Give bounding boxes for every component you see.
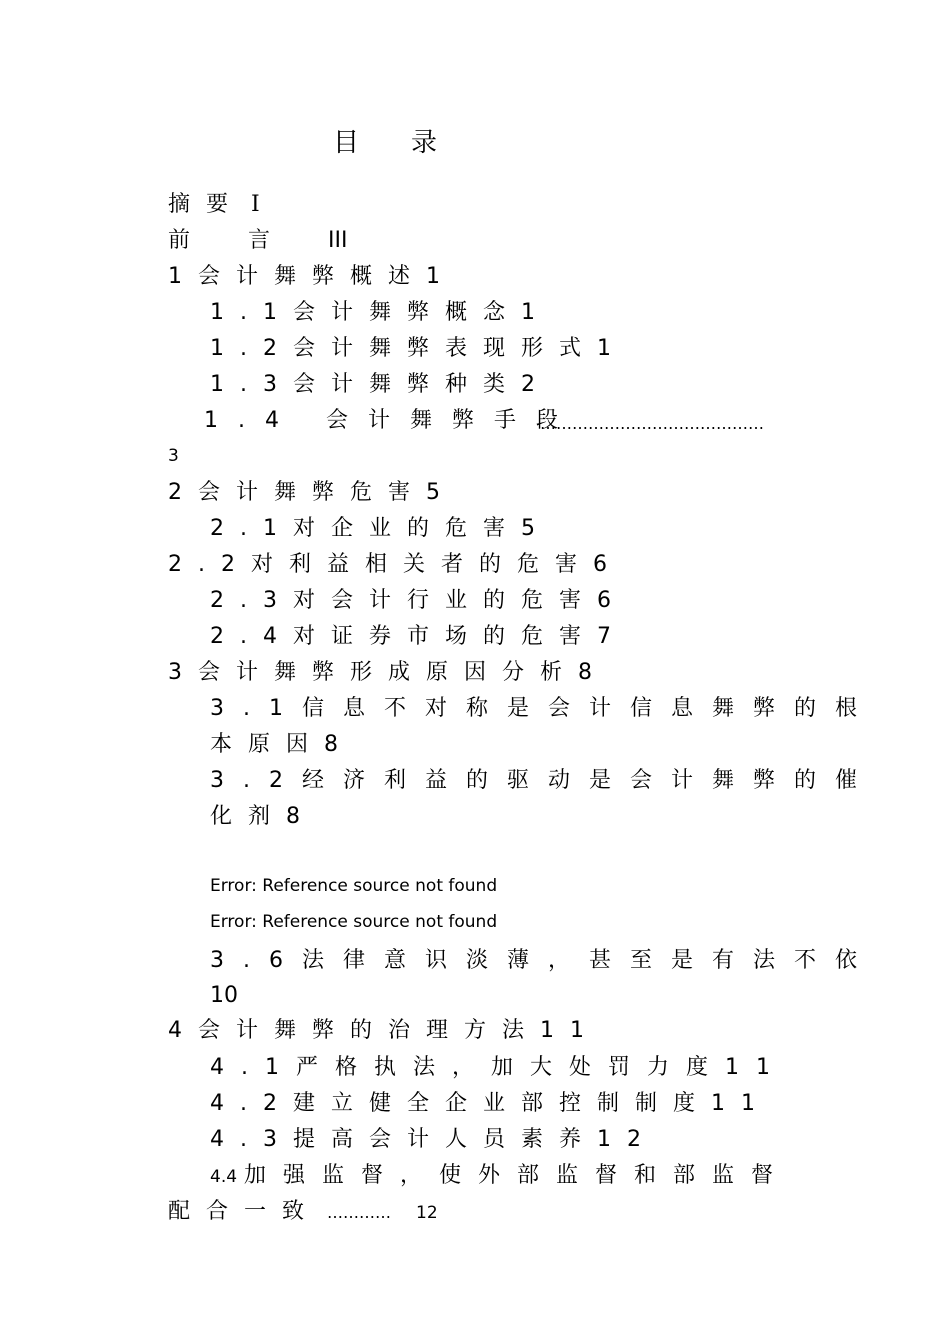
toc-entry-label: 3.1信息不对称是会计信息舞弊的根 xyxy=(210,696,876,721)
toc-page-number: 3 xyxy=(168,446,179,466)
toc-entry-label: 摘要 xyxy=(168,192,245,217)
toc-entry-3-2-cont[interactable] xyxy=(210,806,316,828)
toc-entry-label: 2.3对会计行业的危害 xyxy=(210,588,597,613)
toc-entry-1-3[interactable] xyxy=(210,374,551,396)
toc-entry-label: 2会计舞弊危害 xyxy=(168,480,426,505)
toc-entry-1-4[interactable] xyxy=(204,410,578,432)
toc-page-number: 8 xyxy=(578,660,608,685)
toc-page-number: 6 xyxy=(597,588,627,613)
toc-leader-dots: ………… xyxy=(327,1203,392,1222)
toc-entry-3-2[interactable] xyxy=(210,770,876,792)
toc-entry-ch4[interactable] xyxy=(168,1020,600,1042)
toc-entry-label: 2.1对企业的危害 xyxy=(210,516,521,541)
toc-page-number: 1 xyxy=(521,300,551,325)
toc-entry-1-2[interactable] xyxy=(210,338,627,360)
toc-page-number: 10 xyxy=(210,983,238,1008)
toc-entry-label: 4.1严格执法，加大处罚力度 xyxy=(210,1055,725,1080)
toc-entry-label: 4.3提高会计人员素养 xyxy=(210,1127,597,1152)
toc-entry-2-3[interactable] xyxy=(210,590,627,612)
toc-entry-label: 1.4 会计舞弊手段 xyxy=(204,408,578,433)
toc-entry-3-6[interactable] xyxy=(210,950,876,972)
toc-page-number: 7 xyxy=(597,624,627,649)
toc-entry-preface[interactable] xyxy=(168,230,347,252)
toc-entry-label: 3.6法律意识淡薄，甚至是有法不依 xyxy=(210,948,876,973)
toc-entry-label: 前言 xyxy=(168,228,329,253)
toc-entry-4-4[interactable] xyxy=(210,1165,790,1187)
toc-entry-label: 1.3会计舞弊种类 xyxy=(210,372,521,397)
toc-page-number: 1 xyxy=(597,336,627,361)
toc-entry-2-2[interactable] xyxy=(168,554,623,576)
toc-entry-label: 4会计舞弊的治理方法 xyxy=(168,1018,540,1043)
toc-entry-4-2[interactable] xyxy=(210,1093,771,1115)
toc-entry-ch3[interactable] xyxy=(168,662,608,684)
toc-entry-label: 加强监督，使外部监督和部监督 xyxy=(244,1163,791,1188)
toc-entry-label: 3.2经济利益的驱动是会计舞弊的催 xyxy=(210,768,876,793)
toc-entry-3-1-cont[interactable] xyxy=(210,734,354,756)
toc-entry-2-1[interactable] xyxy=(210,518,551,540)
toc-page-number: I xyxy=(251,192,260,217)
toc-entry-number: 4.4 xyxy=(210,1167,238,1187)
toc-entry-label: 2.4对证券市场的危害 xyxy=(210,624,597,649)
toc-entry-label: 1会计舞弊概述 xyxy=(168,264,426,289)
toc-title: 目录 xyxy=(333,128,490,158)
toc-entry-label: 化剂 xyxy=(210,804,287,829)
toc-page-number: 12 xyxy=(597,1127,657,1152)
toc-entry-2-4[interactable] xyxy=(210,626,627,648)
toc-entry-1-1[interactable] xyxy=(210,302,551,324)
toc-entry-label: 4.2建立健全企业部控制制度 xyxy=(210,1091,711,1116)
toc-entry-label: 1.1会计舞弊概念 xyxy=(210,300,521,325)
toc-page-number: 8 xyxy=(324,732,355,757)
toc-page-number: III xyxy=(328,228,348,253)
toc-entry-3-1[interactable] xyxy=(210,698,876,720)
error-reference-message: Error: Reference source not found xyxy=(210,912,498,932)
toc-entry-4-1[interactable] xyxy=(210,1057,787,1079)
toc-entry-ch2[interactable] xyxy=(168,482,456,504)
toc-page-number: 6 xyxy=(593,552,623,577)
error-reference-message: Error: Reference source not found xyxy=(210,876,498,896)
toc-page-number: 1 xyxy=(426,264,456,289)
toc-entry-ch1[interactable] xyxy=(168,266,456,288)
toc-page-number: 2 xyxy=(521,372,551,397)
toc-page-number: 11 xyxy=(725,1055,787,1080)
toc-entry-4-4-cont[interactable] xyxy=(168,1201,438,1223)
toc-leader-dots: …………………………………… xyxy=(540,414,764,433)
toc-entry-label: 配合一致 xyxy=(168,1199,321,1224)
toc-page-number: 8 xyxy=(286,804,317,829)
toc-page-number: 11 xyxy=(540,1018,600,1043)
toc-entry-abstract[interactable] xyxy=(168,194,260,216)
toc-entry-4-3[interactable] xyxy=(210,1129,657,1151)
toc-page-number: 12 xyxy=(416,1203,438,1223)
toc-page-number: 11 xyxy=(711,1091,771,1116)
toc-page-number: 5 xyxy=(521,516,551,541)
toc-page-number: 5 xyxy=(426,480,456,505)
toc-entry-label: 2.2对利益相关者的危害 xyxy=(168,552,593,577)
toc-entry-label: 1.2会计舞弊表现形式 xyxy=(210,336,597,361)
toc-entry-label: 3会计舞弊形成原因分析 xyxy=(168,660,578,685)
toc-entry-label: 本原因 xyxy=(210,732,325,757)
